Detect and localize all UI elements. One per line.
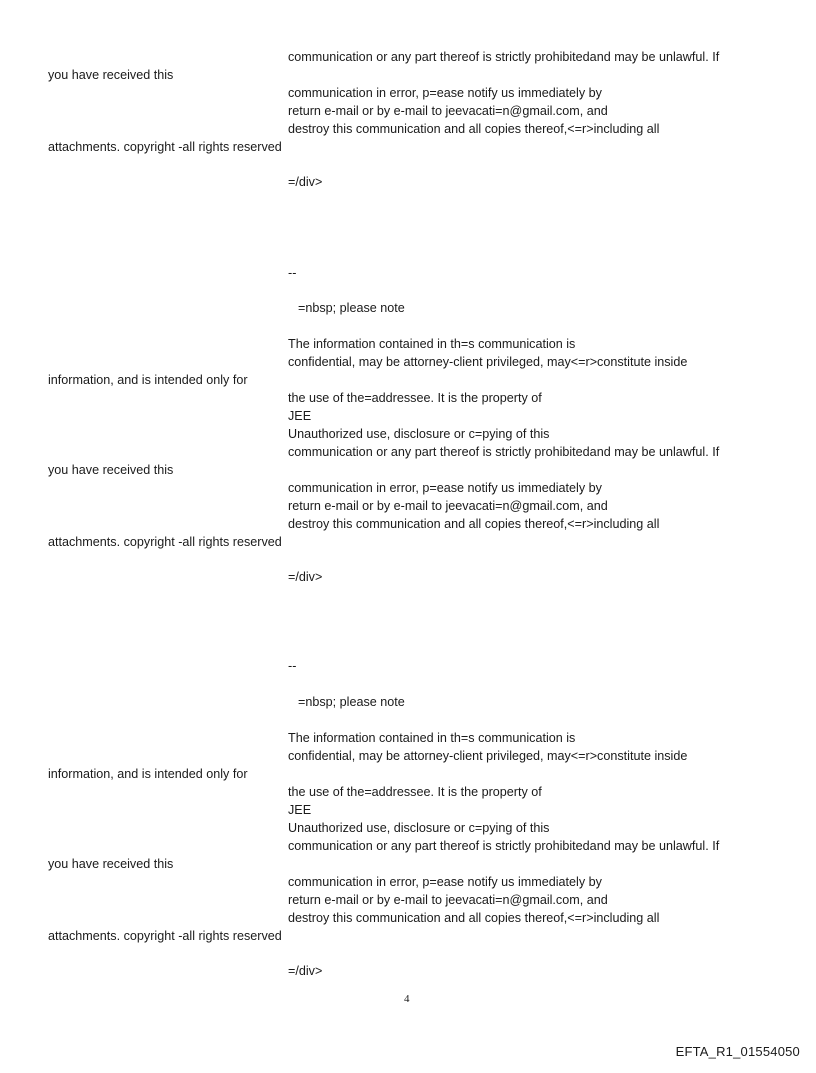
please-note-line: =nbsp; please note xyxy=(298,695,405,709)
text-line: =/div> xyxy=(288,964,323,978)
text-line: you have received this xyxy=(48,857,174,871)
text-line: Unauthorized use, disclosure or c=pying of this xyxy=(288,821,550,835)
text-line: confidential, may be attorney-client privileged, may<=r>constitute inside xyxy=(288,355,688,369)
text-line: information, and is intended only for xyxy=(48,373,248,387)
text-line: attachments. copyright -all rights reserved xyxy=(48,929,282,943)
separator-dashes: -- xyxy=(288,659,297,673)
text-line: destroy this communication and all copies thereof,<=r>including all xyxy=(288,122,660,136)
text-line: return e-mail or by e-mail to jeevacati=n@gmail.com, and xyxy=(288,104,608,118)
text-line: Unauthorized use, disclosure or c=pying of this xyxy=(288,427,550,441)
text-line: communication or any part thereof is strictly prohibitedand may be unlawful. If xyxy=(288,445,720,459)
text-line: JEE xyxy=(288,803,312,817)
text-line: destroy this communication and all copies thereof,<=r>including all xyxy=(288,911,660,925)
document-id: EFTA_R1_01554050 xyxy=(675,1044,800,1059)
text-line: you have received this xyxy=(48,68,174,82)
text-line: the use of the=addressee. It is the property of xyxy=(288,785,542,799)
text-line: communication in error, p=ease notify us immediately by xyxy=(288,875,602,889)
text-line: return e-mail or by e-mail to jeevacati=n@gmail.com, and xyxy=(288,893,608,907)
text-line: =/div> xyxy=(288,175,323,189)
text-line: communication or any part thereof is strictly prohibitedand may be unlawful. If xyxy=(288,50,720,64)
text-line: The information contained in th=s communication is xyxy=(288,337,576,351)
please-note-line: =nbsp; please note xyxy=(298,301,405,315)
text-line: the use of the=addressee. It is the property of xyxy=(288,391,542,405)
page-number: 4 xyxy=(404,993,410,1005)
text-line: destroy this communication and all copies thereof,<=r>including all xyxy=(288,517,660,531)
text-line: information, and is intended only for xyxy=(48,767,248,781)
text-line: JEE xyxy=(288,409,312,423)
text-line: communication or any part thereof is strictly prohibitedand may be unlawful. If xyxy=(288,839,720,853)
text-line: The information contained in th=s communication is xyxy=(288,731,576,745)
text-line: attachments. copyright -all rights reserved xyxy=(48,140,282,154)
text-line: return e-mail or by e-mail to jeevacati=n@gmail.com, and xyxy=(288,499,608,513)
separator-dashes: -- xyxy=(288,266,297,280)
text-line: =/div> xyxy=(288,570,323,584)
text-line: communication in error, p=ease notify us immediately by xyxy=(288,481,602,495)
text-line: attachments. copyright -all rights reserved xyxy=(48,535,282,549)
text-line: you have received this xyxy=(48,463,174,477)
text-line: communication in error, p=ease notify us immediately by xyxy=(288,86,602,100)
text-line: confidential, may be attorney-client privileged, may<=r>constitute inside xyxy=(288,749,688,763)
